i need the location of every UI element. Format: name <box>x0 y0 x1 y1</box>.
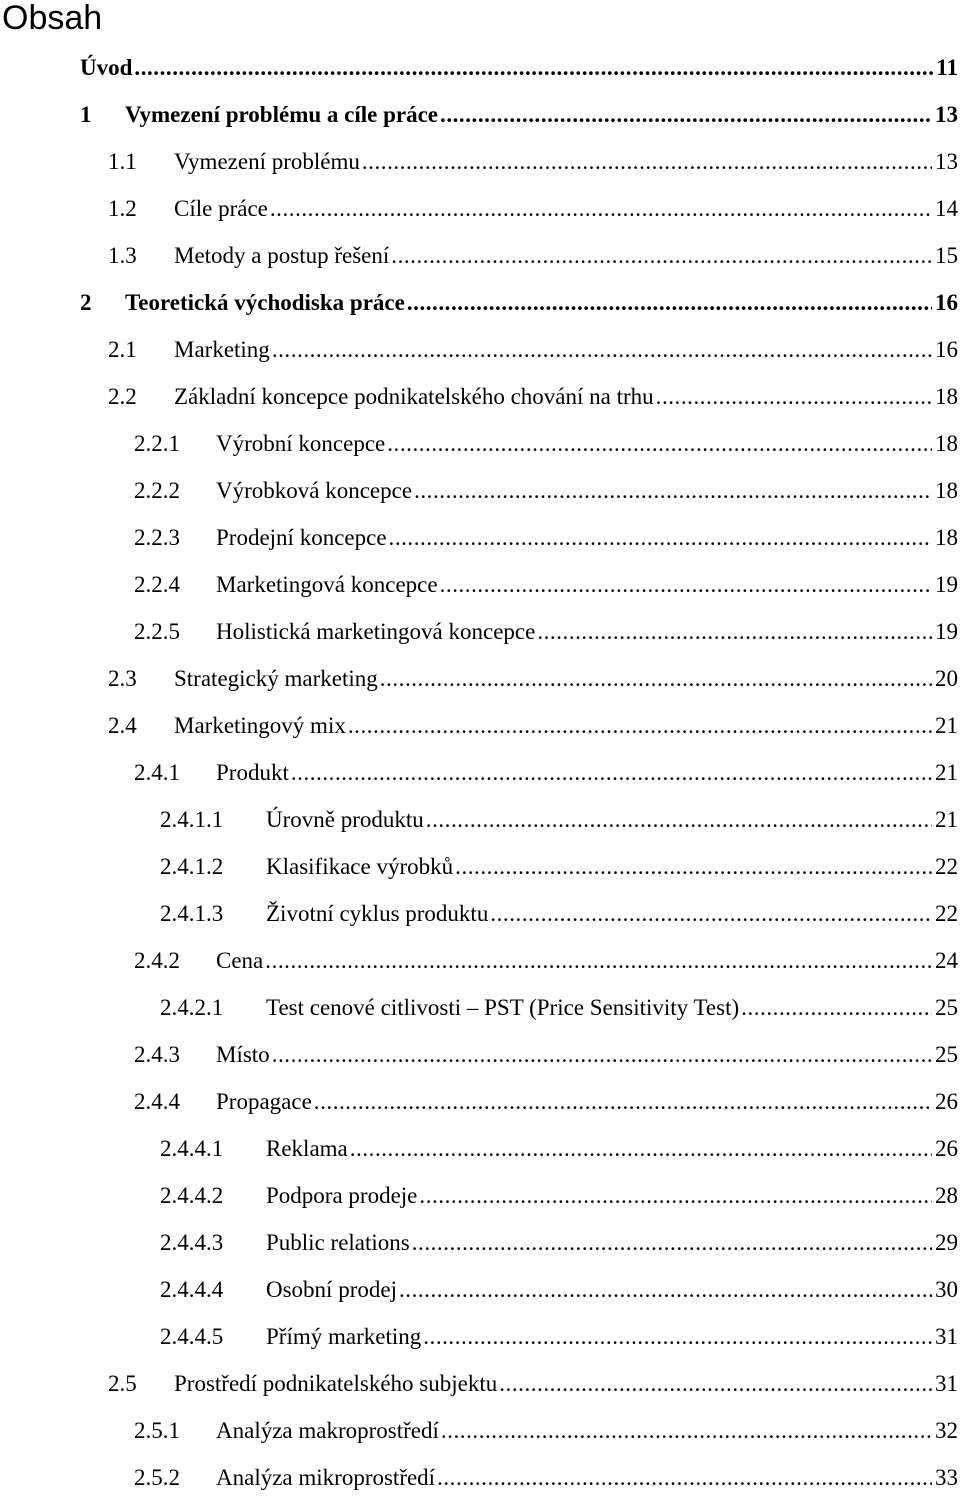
toc-entry-number: 2.4.1.1 <box>160 807 224 832</box>
toc-entry-number: 2.4.4.1 <box>160 1136 224 1161</box>
toc-leader-dots <box>350 1131 932 1167</box>
toc-leader-dots <box>270 191 932 227</box>
toc-entry[interactable] <box>134 426 958 462</box>
toc-entry-page: 32 <box>935 1418 958 1443</box>
toc-entry-number: 2.2.1 <box>134 431 180 456</box>
toc-leader-dots <box>272 332 932 368</box>
toc-entry-title: Marketing <box>174 337 270 362</box>
toc-entry-page: 21 <box>935 807 958 832</box>
toc-entry-title: Produkt <box>216 760 289 785</box>
toc-entry-number: 1 <box>80 102 92 127</box>
toc-entry-page: 19 <box>935 619 958 644</box>
toc-entry[interactable] <box>160 1319 958 1355</box>
toc-leader-dots <box>291 755 932 791</box>
toc-entry[interactable] <box>160 849 958 885</box>
toc-entry-page: 18 <box>935 525 958 550</box>
toc-leader-dots <box>412 1225 932 1261</box>
toc-entry-number: 2.4.2.1 <box>160 995 224 1020</box>
toc-entry-number: 2.2 <box>108 384 137 409</box>
toc-leader-dots <box>426 802 932 838</box>
toc-entry-page: 15 <box>935 243 958 268</box>
toc-entry-number: 2.1 <box>108 337 137 362</box>
toc-entry-page: 31 <box>935 1371 958 1396</box>
toc-leader-dots <box>134 50 933 86</box>
toc-entry-title: Propagace <box>216 1089 312 1114</box>
toc-entry-number: 1.2 <box>108 196 137 221</box>
toc-entry-number: 2 <box>80 290 92 315</box>
toc-leader-dots <box>314 1084 932 1120</box>
toc-entry-number: 2.5 <box>108 1371 137 1396</box>
toc-entry-title: Úrovně produktu <box>266 807 424 832</box>
toc-entry[interactable] <box>108 238 958 274</box>
toc-entry-page: 14 <box>935 196 958 221</box>
page-title: Obsah <box>2 0 103 37</box>
toc-leader-dots <box>348 708 932 744</box>
toc-entry-number: 2.3 <box>108 666 137 691</box>
toc-entry-number: 2.4.1 <box>134 760 180 785</box>
toc-entry[interactable] <box>108 661 958 697</box>
toc-leader-dots <box>656 379 932 415</box>
toc-entry-page: 16 <box>935 337 958 362</box>
toc-entry-number: 1.3 <box>108 243 137 268</box>
toc-leader-dots <box>272 1037 932 1073</box>
toc-entry[interactable] <box>134 614 958 650</box>
toc-entry-title: Holistická marketingová koncepce <box>216 619 536 644</box>
toc-entry-page: 29 <box>935 1230 958 1255</box>
toc-entry[interactable] <box>134 943 958 979</box>
toc-entry[interactable] <box>108 1366 958 1402</box>
toc-entry-title: Marketingový mix <box>174 713 346 738</box>
toc-leader-dots <box>362 144 932 180</box>
toc-entry-page: 11 <box>936 55 958 80</box>
toc-entry[interactable] <box>160 1272 958 1308</box>
toc-entry-page: 13 <box>935 149 958 174</box>
toc-leader-dots <box>490 896 932 932</box>
toc-entry-title: Strategický marketing <box>174 666 378 691</box>
toc-leader-dots <box>414 473 932 509</box>
toc-entry-title: Základní koncepce podnikatelského chování na trhu <box>174 384 654 409</box>
toc-entry[interactable] <box>160 802 958 838</box>
toc-entry-number: 2.4.3 <box>134 1042 180 1067</box>
toc-entry[interactable] <box>134 567 958 603</box>
toc-leader-dots <box>440 97 932 133</box>
toc-entry-number: 2.4.4.2 <box>160 1183 224 1208</box>
toc-entry-number: 2.4 <box>108 713 137 738</box>
toc-leader-dots <box>391 238 932 274</box>
toc-entry-title: Cena <box>216 948 264 973</box>
toc-entry[interactable] <box>160 1131 958 1167</box>
toc-leader-dots <box>437 1460 932 1496</box>
toc-entry-number: 2.4.1.3 <box>160 901 224 926</box>
toc-entry-title: Vymezení problému <box>174 149 360 174</box>
toc-leader-dots <box>455 849 932 885</box>
toc-leader-dots <box>440 567 932 603</box>
toc-entry-page: 30 <box>935 1277 958 1302</box>
toc-entry-number: 2.4.2 <box>134 948 180 973</box>
toc-entry[interactable] <box>108 708 958 744</box>
toc-entry[interactable] <box>134 1413 958 1449</box>
toc-entry-number: 2.4.4.3 <box>160 1230 224 1255</box>
toc-entry-title: Reklama <box>266 1136 348 1161</box>
toc-entry-number: 2.5.1 <box>134 1418 180 1443</box>
toc-entry-title: Podpora prodeje <box>266 1183 418 1208</box>
toc-entry[interactable] <box>134 755 958 791</box>
toc-entry-page: 20 <box>935 666 958 691</box>
toc-entry-title: Test cenové citlivosti – PST (Price Sensitivity Test) <box>266 995 740 1020</box>
toc-entry-number: 2.2.2 <box>134 478 180 503</box>
toc-entry-page: 24 <box>935 948 958 973</box>
toc-entry-title: Osobní prodej <box>266 1277 397 1302</box>
toc-entry-number: 2.4.4 <box>134 1089 180 1114</box>
toc-entry-page: 13 <box>935 102 958 127</box>
toc-entry-title: Public relations <box>266 1230 410 1255</box>
toc-entry-number: 2.4.4.4 <box>160 1277 224 1302</box>
toc-entry-title: Prostředí podnikatelského subjektu <box>174 1371 498 1396</box>
toc-entry-number: 2.2.4 <box>134 572 180 597</box>
toc-entry-number: 2.4.4.5 <box>160 1324 224 1349</box>
toc-entry-page: 26 <box>935 1136 958 1161</box>
toc-entry-title: Životní cyklus produktu <box>266 901 489 926</box>
toc-entry-number: 2.2.5 <box>134 619 180 644</box>
toc-entry-number: 2.2.3 <box>134 525 180 550</box>
toc-leader-dots <box>499 1366 932 1402</box>
toc-entry-page: 18 <box>935 431 958 456</box>
toc-entry-page: 26 <box>935 1089 958 1114</box>
toc-entry-title: Analýza mikroprostředí <box>216 1465 436 1490</box>
toc-entry-page: 18 <box>935 478 958 503</box>
toc-entry-title: Cíle práce <box>174 196 268 221</box>
toc-entry-page: 28 <box>935 1183 958 1208</box>
toc-entry-page: 21 <box>935 760 958 785</box>
toc-entry[interactable] <box>134 1084 958 1120</box>
toc-entry-title: Místo <box>216 1042 270 1067</box>
toc-entry-title: Výrobková koncepce <box>216 478 413 503</box>
toc-entry[interactable] <box>108 379 958 415</box>
toc-entry-page: 22 <box>935 901 958 926</box>
toc-entry-page: 31 <box>935 1324 958 1349</box>
toc-entry[interactable] <box>160 1178 958 1214</box>
toc-entry[interactable] <box>108 332 958 368</box>
toc-entry-number: 1.1 <box>108 149 137 174</box>
toc-leader-dots <box>399 1272 932 1308</box>
toc-entry-page: 16 <box>935 290 958 315</box>
toc-leader-dots <box>407 285 932 321</box>
toc-entry[interactable] <box>80 285 958 321</box>
toc-leader-dots <box>380 661 932 697</box>
toc-entry-page: 19 <box>935 572 958 597</box>
toc-entry[interactable] <box>160 990 958 1026</box>
toc-entry-title: Klasifikace výrobků <box>266 854 454 879</box>
toc-entry[interactable] <box>80 50 958 86</box>
toc-entry-title: Vymezení problému a cíle práce <box>125 102 439 127</box>
toc-leader-dots <box>389 520 932 556</box>
toc-leader-dots <box>265 943 932 979</box>
toc-entry-page: 33 <box>935 1465 958 1490</box>
toc-entry[interactable] <box>160 1225 958 1261</box>
toc-entry-page: 18 <box>935 384 958 409</box>
toc-leader-dots <box>387 426 932 462</box>
toc-entry-number: 2.4.1.2 <box>160 854 224 879</box>
toc-leader-dots <box>537 614 932 650</box>
toc-entry[interactable] <box>134 473 958 509</box>
toc-entry-page: 21 <box>935 713 958 738</box>
toc-entry-title: Prodejní koncepce <box>216 525 387 550</box>
toc-leader-dots <box>741 990 932 1026</box>
toc-entry-number: 2.5.2 <box>134 1465 180 1490</box>
toc-entry-page: 25 <box>935 1042 958 1067</box>
toc-entry-title: Výrobní koncepce <box>216 431 386 456</box>
toc-entry-title: Úvod <box>80 55 133 80</box>
toc-entry-page: 25 <box>935 995 958 1020</box>
toc-entry-title: Marketingová koncepce <box>216 572 438 597</box>
toc-entry[interactable] <box>108 191 958 227</box>
toc-entry-title: Teoretická východiska práce <box>125 290 405 315</box>
toc-entry[interactable] <box>134 520 958 556</box>
toc-entry-page: 22 <box>935 854 958 879</box>
toc-entry-title: Metody a postup řešení <box>174 243 390 268</box>
toc-entry[interactable] <box>160 896 958 932</box>
toc-entry-title: Přímý marketing <box>266 1324 422 1349</box>
toc-entry[interactable] <box>80 97 958 133</box>
toc-entry[interactable] <box>108 144 958 180</box>
toc-entry[interactable] <box>134 1037 958 1073</box>
toc-entry-title: Analýza makroprostředí <box>216 1418 439 1443</box>
toc-leader-dots <box>419 1178 932 1214</box>
toc-leader-dots <box>441 1413 932 1449</box>
toc-entry[interactable] <box>134 1460 958 1496</box>
toc-leader-dots <box>423 1319 932 1355</box>
